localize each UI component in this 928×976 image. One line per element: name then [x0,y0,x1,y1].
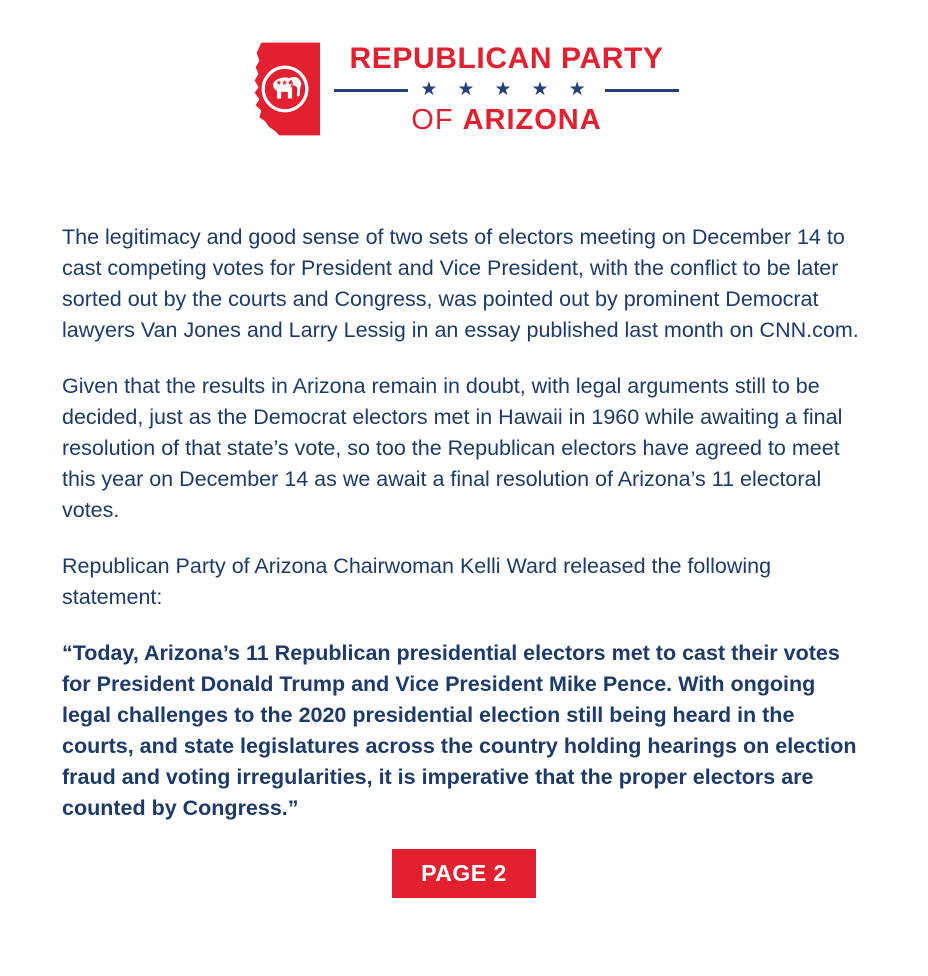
arizona-state-icon [249,40,321,138]
divider-line-left [334,89,408,92]
logo-text-block [334,41,678,136]
paragraph-ward-quote: “Today, Arizona’s 11 Republican presidential electors met to cast their votes for President Donald Trump and Vice President Mike Pence. With ongoing legal challenges to the 2020 presidential election still being heard in the courts, and state legislatures across the country holding hearings on election fraud and voting irregularities, it is imperative that the proper electors are counted by Congress.” [62,641,857,820]
logo-of-prefix: OF [411,103,454,136]
logo-party-name: REPUBLICAN PARTY [349,41,664,75]
logo-state-line [411,103,602,136]
paragraph-arizona-results: Given that the results in Arizona remain in doubt, with legal arguments still to be decided, just as the Democrat electors met in Hawaii in 1960 while awaiting a final resolution of that state’s vote, so too the Republican electors have agreed to meet this year on December 14 as we await a final resolution of Arizona’s 11 electoral votes. [62,374,843,522]
footer [0,849,928,898]
star-icons: ★ ★ ★ ★ ★ [420,78,593,100]
paragraph-statement-intro: Republican Party of Arizona Chairwoman Kelli Ward released the following statement: [62,554,772,609]
page-2-button[interactable]: PAGE 2 [392,849,536,898]
logo-star-divider [334,78,678,101]
paragraph-electors-meeting: The legitimacy and good sense of two sets of electors meeting on December 14 to cast competing votes for President and Vice President, with the conflict to be later sorted out by the courts and Congress, was pointed out by prominent Democrat lawyers Van Jones and Larry Lessig in an essay published last month on CNN.com. [62,225,859,342]
press-release-body [62,222,866,824]
divider-line-right [605,89,679,92]
logo-state-name: ARIZONA [462,103,602,136]
azgop-logo [0,0,928,138]
